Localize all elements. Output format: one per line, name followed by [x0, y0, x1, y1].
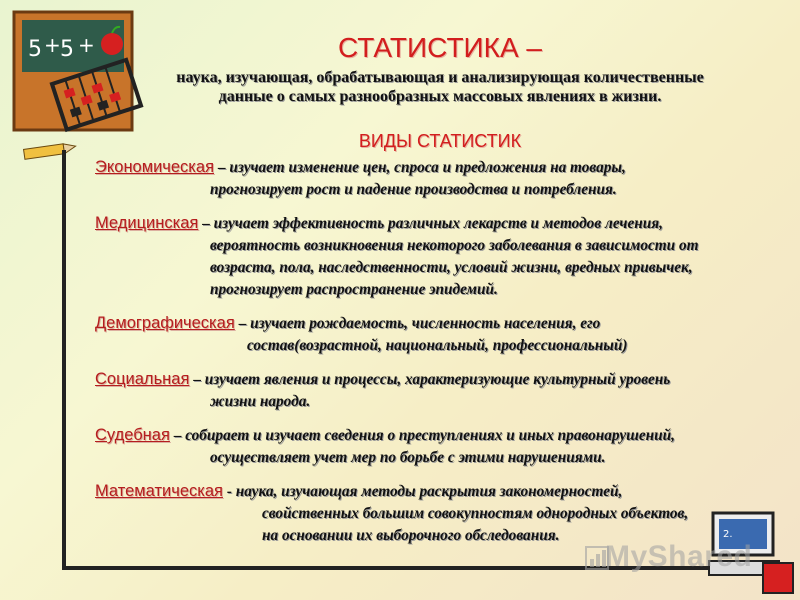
svg-text:2.: 2.: [723, 529, 733, 540]
svg-text:+: +: [78, 33, 95, 57]
term-separator: –: [202, 215, 210, 232]
term-label: Медицинская: [95, 214, 199, 232]
term-separator: –: [238, 315, 247, 332]
entry-social: [95, 368, 775, 413]
section-title: ВИДЫ СТАТИСТИК: [358, 131, 522, 151]
entry-line: собирает и изучает сведения о преступлениях и иных правонарушений,: [185, 427, 676, 444]
term-separator: -: [226, 483, 232, 500]
page-title: СТАТИСТИКА –: [337, 32, 543, 63]
entry-line: осуществляет учет мер по борьбе с этими нарушениями.: [210, 449, 606, 466]
entry-line: жизни народа.: [210, 393, 311, 410]
entry-economic: [95, 156, 775, 201]
term-label: Экономическая: [95, 158, 215, 176]
svg-text:5: 5: [28, 37, 42, 62]
term-separator: –: [193, 371, 201, 388]
term-label: Социальная: [95, 370, 190, 388]
svg-text:5: 5: [60, 37, 74, 62]
svg-text:+: +: [44, 33, 61, 57]
entry-judicial: [95, 424, 775, 469]
subtitle-line: данные о самых разнообразных массовых явлениях в жизни.: [218, 88, 662, 105]
entry-line: вероятность возникновения некоторого заболевания в зависимости от: [210, 237, 699, 254]
subtitle-line: наука, изучающая, обрабатывающая и анализирующая количественные: [176, 69, 704, 86]
subtitle: [140, 68, 740, 106]
entry-mathematical: [95, 480, 775, 547]
term-separator: –: [217, 159, 226, 176]
entry-line: прогнозирует распространение эпидемий.: [210, 281, 498, 298]
frame-left-border: [62, 150, 66, 570]
entry-line: наука, изучающая методы раскрытия закономерностей,: [235, 483, 623, 500]
term-label: Демографическая: [95, 314, 235, 332]
entry-line: изучает эффективность различных лекарств и методов лечения,: [213, 215, 663, 232]
entry-demographic: [95, 312, 775, 357]
entry-medical: [95, 212, 775, 301]
entry-line: состав(возрастной, национальный, профессиональный): [247, 337, 628, 354]
term-separator: –: [173, 427, 182, 444]
entry-line: свойственных большим совокупностям однородных объектов,: [262, 505, 689, 522]
entry-line: изучает явления и процессы, характеризующие культурный уровень: [204, 371, 671, 388]
entry-line: на основании их выборочного обследования.: [262, 527, 560, 544]
entry-line: возраста, пола, наследственности, условий жизни, вредных привычек,: [210, 259, 693, 276]
entry-line: изучает изменение цен, спроса и предложения на товары,: [229, 159, 626, 176]
entry-line: прогнозирует рост и падение производства и потребления.: [210, 181, 617, 198]
term-label: Судебная: [95, 426, 170, 444]
entry-line: изучает рождаемость, численность населения, его: [250, 315, 601, 332]
watermark-text: MyShared: [605, 540, 753, 573]
term-label: Математическая: [95, 482, 223, 500]
